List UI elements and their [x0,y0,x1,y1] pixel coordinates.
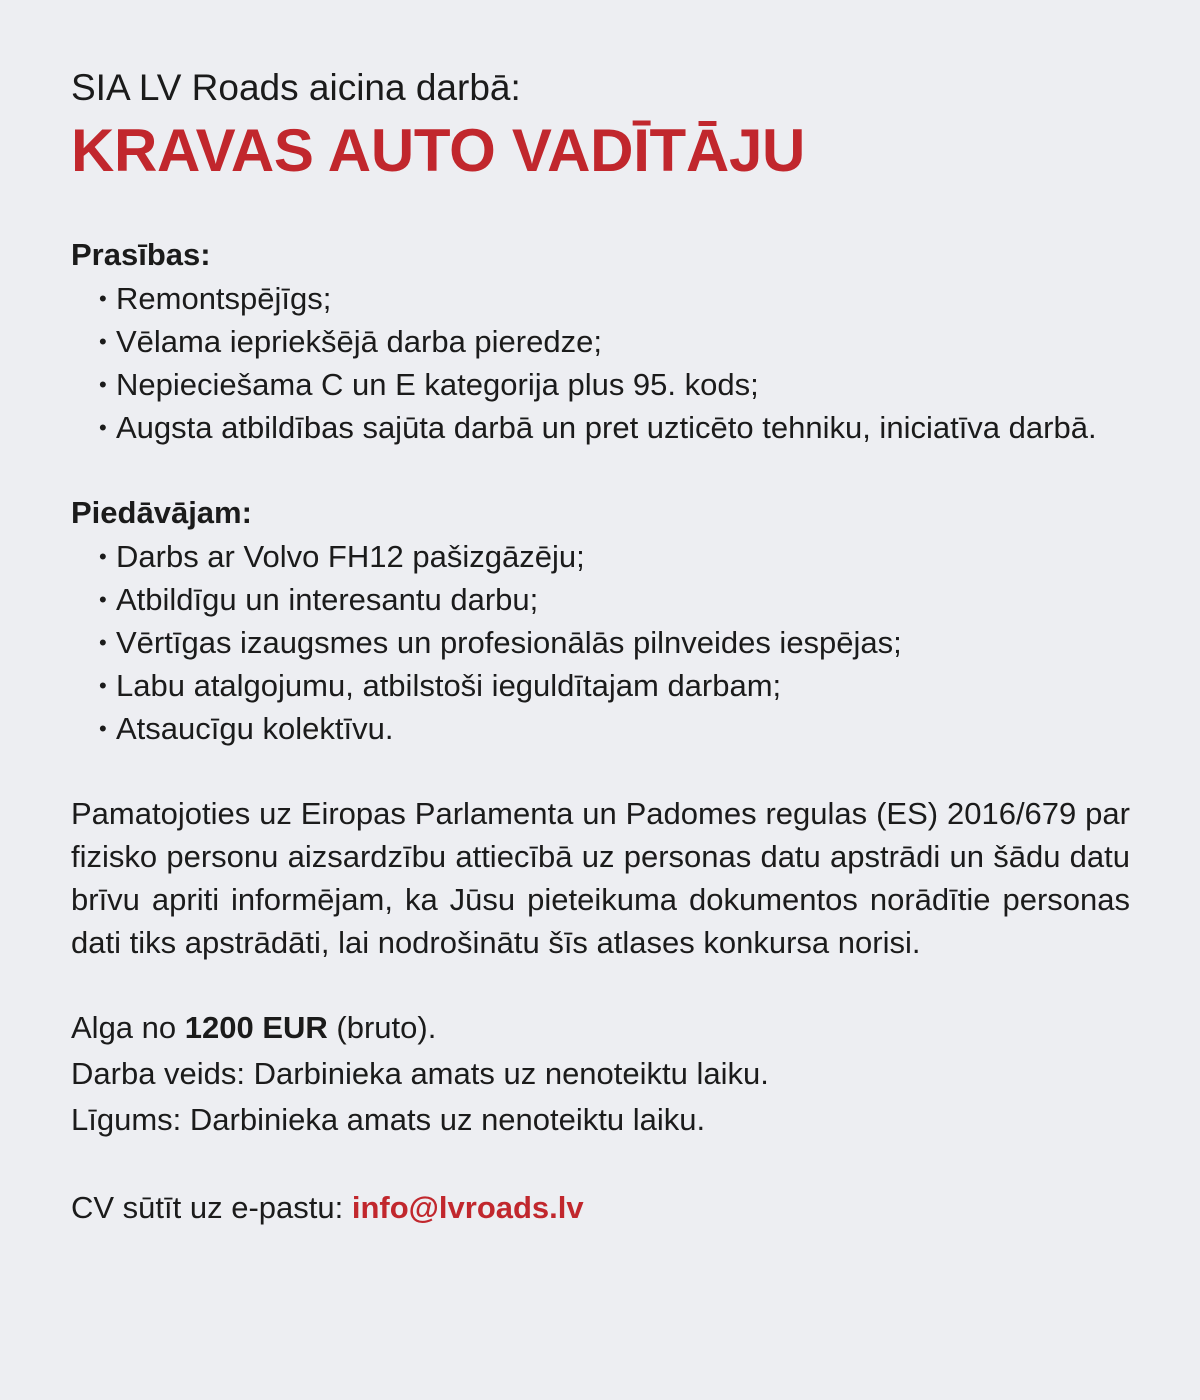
offer-heading: Piedāvājam: [71,495,252,530]
list-item-text: Labu atalgojumu, atbilstoši ieguldītajam darbam; [116,668,782,703]
list-item [99,320,1130,363]
salary-amount: 1200 EUR [184,1010,328,1045]
offer-list [71,535,1130,750]
list-item [99,621,1130,664]
list-item [99,406,1130,449]
bullet-icon: • [99,329,107,354]
list-item-text: Vērtīgas izaugsmes un profesionālās pilnveides iespējas; [116,625,902,660]
intro-text: SIA LV Roads aicina darbā: [71,67,521,108]
requirements-heading: Prasības: [71,237,211,272]
list-item [99,277,1130,320]
list-item [99,535,1130,578]
requirements-section [71,233,1130,449]
list-item-text: Atbildīgu un interesantu darbu; [116,582,539,617]
salary-suffix: (bruto). [336,1010,437,1045]
contract-line: Līgums: Darbinieka amats uz nenoteiktu laiku. [71,1102,706,1137]
list-item-text: Vēlama iepriekšējā darba pieredze; [116,324,602,359]
salary-prefix: Alga no [71,1010,177,1045]
bullet-icon: • [99,716,107,741]
job-title: KRAVAS AUTO VADĪTĀJU [71,117,806,184]
bullet-icon: • [99,372,107,397]
job-details [71,1005,1130,1143]
list-item-text: Remontspējīgs; [116,281,332,316]
list-item-text: Atsaucīgu kolektīvu. [116,711,394,746]
list-item-text: Nepieciešama C un E kategorija plus 95. kods; [116,367,759,402]
contact-line [71,1185,1130,1231]
contact-label: CV sūtīt uz e-pastu: [71,1190,344,1225]
bullet-icon: • [99,630,107,655]
bullet-icon: • [99,587,107,612]
requirements-list [71,277,1130,449]
list-item-text: Darbs ar Volvo FH12 pašizgāzēju; [116,539,585,574]
list-item [99,578,1130,621]
list-item-text: Augsta atbildības sajūta darbā un pret uzticēto tehniku, iniciatīva darbā. [116,410,1097,445]
bullet-icon: • [99,286,107,311]
list-item [99,707,1130,750]
list-item [99,664,1130,707]
bullet-icon: • [99,415,107,440]
gdpr-notice: Pamatojoties uz Eiropas Parlamenta un Padomes regulas (ES) 2016/679 par fizisko personu aizsardzību attiecībā uz personas datu apstrādi un šādu datu brīvu apriti informējam, ka Jūsu pieteikuma dokumentos norādītie personas dati tiks apstrādāti, lai nodrošinātu šīs atlases konkursa norisi. [71,796,1130,960]
offer-section [71,491,1130,750]
bullet-icon: • [99,673,107,698]
list-item [99,363,1130,406]
work-type-line: Darba veids: Darbinieka amats uz nenoteiktu laiku. [71,1056,769,1091]
email-link[interactable]: info@lvroads.lv [351,1190,584,1225]
salary-line [71,1005,1130,1051]
bullet-icon: • [99,544,107,569]
